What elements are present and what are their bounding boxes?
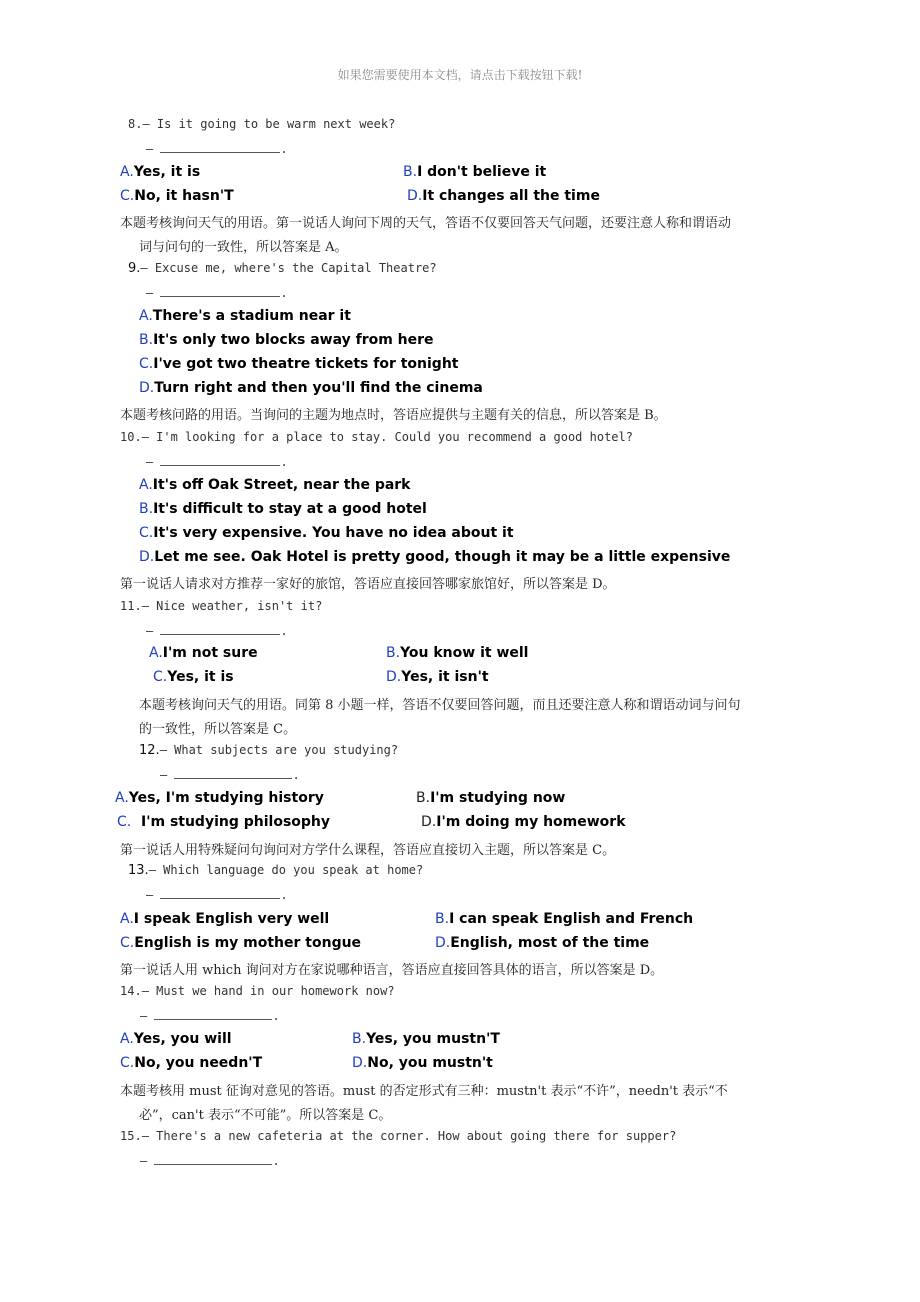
answer-blank: — . bbox=[160, 768, 300, 782]
question-text: — What subjects are you studying? bbox=[159, 743, 399, 757]
option-d bbox=[421, 814, 626, 830]
dash: — bbox=[160, 768, 168, 782]
explanation: 第一说话人用 which 询问对方在家说哪种语言，答语应直接回答具体的语言，所以答案是 D。 bbox=[120, 963, 664, 978]
option-c bbox=[153, 669, 234, 685]
question-text: — There's a new cafeteria at the corner. How about going there for supper? bbox=[141, 1129, 677, 1143]
option-letter: B. bbox=[403, 164, 418, 180]
question-8 bbox=[128, 117, 395, 131]
option-text: Yes, you mustn'T bbox=[366, 1031, 500, 1047]
option-text: There's a stadium near it bbox=[152, 308, 351, 324]
answer-blank: — . bbox=[146, 455, 288, 469]
explanation: 本题考核用 must 征询对意见的答语。must 的否定形式有三种：mustn't 表示“不许”，needn't 表示“不 bbox=[120, 1084, 728, 1099]
option-c bbox=[139, 356, 458, 372]
option-a bbox=[115, 790, 324, 806]
option-b bbox=[435, 911, 693, 927]
option-text: No, you needn'T bbox=[134, 1055, 263, 1071]
dash: — bbox=[140, 1154, 148, 1168]
question-number: 14. bbox=[120, 984, 142, 998]
option-letter: B. bbox=[435, 911, 450, 927]
option-b bbox=[403, 164, 546, 180]
question-number: 10. bbox=[120, 430, 142, 444]
question-text: — I'm looking for a place to stay. Could you recommend a good hotel? bbox=[141, 430, 633, 444]
option-a bbox=[120, 911, 329, 927]
option-text: I'm studying philosophy bbox=[140, 814, 331, 830]
answer-blank: — . bbox=[146, 142, 288, 156]
explanation-continued: 必”，can't 表示“不可能”。所以答案是 C。 bbox=[139, 1108, 392, 1123]
option-text: You know it well bbox=[400, 645, 529, 661]
blank-line bbox=[160, 454, 280, 466]
blank-line bbox=[174, 767, 292, 779]
option-letter: D. bbox=[407, 188, 423, 204]
option-text: Yes, it isn't bbox=[401, 669, 489, 685]
dash: — bbox=[146, 142, 154, 156]
option-letter: A. bbox=[120, 164, 134, 180]
option-c bbox=[117, 814, 330, 830]
blank-line bbox=[154, 1153, 272, 1165]
download-notice-header: 如果您需要使用本文档，请点击下载按钮下载! bbox=[337, 68, 583, 82]
dash: — bbox=[146, 455, 154, 469]
option-letter: B. bbox=[352, 1031, 367, 1047]
explanation: 第一说话人用特殊疑问句询问对方学什么课程，答语应直接切入主题，所以答案是 C。 bbox=[120, 843, 616, 858]
option-letter: A. bbox=[149, 645, 163, 661]
option-letter: A. bbox=[120, 1031, 134, 1047]
question-number: 9. bbox=[128, 261, 141, 276]
question-13 bbox=[128, 863, 423, 878]
answer-blank: — . bbox=[146, 624, 288, 638]
option-c bbox=[120, 1055, 262, 1071]
explanation: 本题考核询问天气的用语。同第 8 小题一样，答语不仅要回答问题，而且还要注意人称和谓语动词与问句 bbox=[139, 698, 741, 713]
explanation: 第一说话人请求对方推荐一家好的旅馆，答语应直接回答哪家旅馆好，所以答案是 D。 bbox=[120, 577, 616, 592]
question-9 bbox=[128, 261, 437, 276]
option-letter: C. bbox=[120, 1055, 135, 1071]
option-b bbox=[139, 501, 427, 517]
option-text: English is my mother tongue bbox=[134, 935, 362, 951]
option-letter: A. bbox=[115, 790, 129, 806]
option-a bbox=[149, 645, 258, 661]
blank-line bbox=[154, 1008, 272, 1020]
question-14 bbox=[120, 984, 395, 998]
option-letter: C. bbox=[120, 188, 135, 204]
option-text: I'm not sure bbox=[162, 645, 258, 661]
option-letter: B. bbox=[416, 790, 431, 806]
option-text: Let me see. Oak Hotel is pretty good, though it may be a little expensive bbox=[154, 549, 731, 565]
option-d bbox=[139, 380, 483, 396]
option-a bbox=[120, 164, 200, 180]
option-d bbox=[139, 549, 730, 565]
blank-line bbox=[160, 623, 280, 635]
option-c bbox=[139, 525, 514, 541]
question-number: 15. bbox=[120, 1129, 142, 1143]
option-letter: D. bbox=[435, 935, 451, 951]
option-text: Yes, you will bbox=[133, 1031, 232, 1047]
option-text: I'm studying now bbox=[430, 790, 566, 806]
option-letter: C. bbox=[120, 935, 135, 951]
option-text: I can speak English and French bbox=[449, 911, 694, 927]
option-letter: B. bbox=[139, 332, 154, 348]
blank-line bbox=[160, 887, 280, 899]
explanation: 本题考核问路的用语。当询问的主题为地点时，答语应提供与主题有关的信息，所以答案是 B。 bbox=[120, 408, 667, 423]
option-b bbox=[416, 790, 565, 806]
explanation: 本题考核询问天气的用语。第一说话人询问下周的天气，答语不仅要回答天气问题，还要注意人称和谓语动 bbox=[120, 216, 732, 231]
question-text: — Nice weather, isn't it? bbox=[141, 599, 323, 613]
option-text: Yes, it is bbox=[167, 669, 234, 685]
option-letter: B. bbox=[386, 645, 401, 661]
dash: — bbox=[146, 286, 154, 300]
option-text: No, you mustn't bbox=[367, 1055, 493, 1071]
question-text: — Must we hand in our homework now? bbox=[141, 984, 395, 998]
option-text: It's only two blocks away from here bbox=[153, 332, 434, 348]
question-number: 8. bbox=[128, 117, 143, 131]
option-letter: D. bbox=[352, 1055, 368, 1071]
option-text: I'm doing my homework bbox=[436, 814, 626, 830]
question-number: 12. bbox=[139, 743, 160, 758]
option-letter: C. bbox=[139, 525, 154, 541]
option-text: It changes all the time bbox=[422, 188, 600, 204]
option-text: It's very expensive. You have no idea about it bbox=[153, 525, 514, 541]
option-a bbox=[139, 477, 411, 493]
option-text: No, it hasn'T bbox=[134, 188, 234, 204]
option-text: I've got two theatre tickets for tonight bbox=[153, 356, 459, 372]
option-text: It's off Oak Street, near the park bbox=[152, 477, 411, 493]
option-text: I don't believe it bbox=[417, 164, 547, 180]
option-letter: C. bbox=[153, 669, 168, 685]
question-11 bbox=[120, 599, 322, 613]
option-d bbox=[407, 188, 600, 204]
answer-blank: — . bbox=[140, 1154, 280, 1168]
blank-line bbox=[160, 285, 280, 297]
option-letter: C. bbox=[139, 356, 154, 372]
dash: — bbox=[146, 624, 154, 638]
option-d bbox=[352, 1055, 493, 1071]
question-text: — Is it going to be warm next week? bbox=[142, 117, 396, 131]
explanation-continued: 的一致性，所以答案是 C。 bbox=[139, 722, 297, 737]
answer-blank: — . bbox=[140, 1009, 280, 1023]
option-letter: A. bbox=[139, 308, 153, 324]
option-b bbox=[139, 332, 434, 348]
option-letter: C. bbox=[117, 814, 132, 830]
option-letter: A. bbox=[139, 477, 153, 493]
option-d bbox=[435, 935, 649, 951]
answer-blank: — . bbox=[146, 888, 288, 902]
option-text: Turn right and then you'll find the cinema bbox=[154, 380, 483, 396]
question-12 bbox=[139, 743, 398, 758]
dash: — bbox=[140, 1009, 148, 1023]
option-a bbox=[120, 1031, 232, 1047]
option-d bbox=[386, 669, 489, 685]
option-letter: D. bbox=[139, 380, 155, 396]
option-letter: D. bbox=[421, 814, 437, 830]
blank-line bbox=[160, 141, 280, 153]
question-15 bbox=[120, 1129, 676, 1143]
option-letter: D. bbox=[139, 549, 155, 565]
option-c bbox=[120, 935, 361, 951]
option-b bbox=[352, 1031, 500, 1047]
option-text: Yes, it is bbox=[133, 164, 201, 180]
option-letter: B. bbox=[139, 501, 154, 517]
option-letter: D. bbox=[386, 669, 402, 685]
option-a bbox=[139, 308, 351, 324]
explanation-continued: 词与问句的一致性，所以答案是 A。 bbox=[139, 240, 348, 255]
question-text: — Excuse me, where's the Capital Theatre? bbox=[140, 261, 437, 275]
option-text: I speak English very well bbox=[133, 911, 330, 927]
question-number: 13. bbox=[128, 863, 149, 878]
option-text: It's difficult to stay at a good hotel bbox=[153, 501, 427, 517]
question-10 bbox=[120, 430, 633, 444]
question-text: — Which language do you speak at home? bbox=[148, 863, 424, 877]
option-text: Yes, I'm studying history bbox=[128, 790, 324, 806]
option-b bbox=[386, 645, 528, 661]
question-number: 11. bbox=[120, 599, 142, 613]
option-c bbox=[120, 188, 234, 204]
dash: — bbox=[146, 888, 154, 902]
option-text: English, most of the time bbox=[450, 935, 650, 951]
answer-blank: — . bbox=[146, 286, 288, 300]
option-letter: A. bbox=[120, 911, 134, 927]
